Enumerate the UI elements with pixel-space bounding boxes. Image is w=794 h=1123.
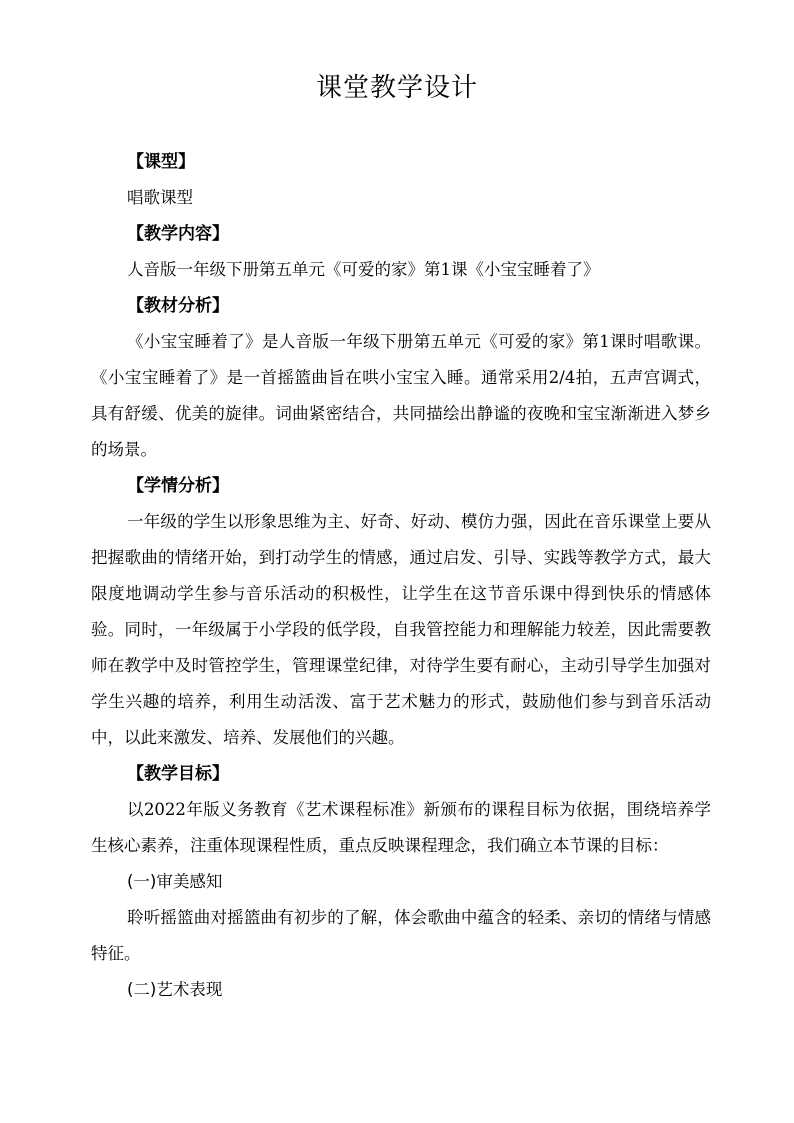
student-analysis-text: 一年级的学生以形象思维为主、好奇、好动、模仿力强，因此在音乐课堂上要从把握歌曲的情绪开始，到打动学生的情感，通过启发、引导、实践等教学方式，最大限度地调动学生参与音乐活动的积极性，让学生在这节音乐课中得到快乐的情感体验。同时，一年级属于小学段的低学段，自我管控能力和理解能力较差，因此需要教师在教学中及时管控学生，管理课堂纪律，对待学生要有耐心，主动引导学生加强对学生兴趣的培养，利用生动活泼、富于艺术魅力的形式，鼓励他们参与到音乐活动中，以此来激发、培养、发展他们的兴趣。 [91,512,711,747]
artistic-expression-heading: (二)艺术表现 [127,980,223,999]
content-heading: 【教学内容】 [127,224,229,244]
material-analysis-text: 《小宝宝睡着了》是人音版一年级下册第五单元《可爱的家》第1课时唱歌课。《小宝宝睡着了》是一首摇篮曲旨在哄小宝宝入睡。通常采用2/4拍，五声宫调式，具有舒缓、优美的旋律。词曲紧密结合，共同描绘出静谧的夜晚和宝宝渐渐进入梦乡的场景。 [91,332,711,459]
content-text: 人音版一年级下册第五单元《可爱的家》第1课《小宝宝睡着了》 [127,260,600,279]
student-analysis-heading: 【学情分析】 [127,476,229,496]
material-analysis-heading: 【教材分析】 [127,296,229,316]
aesthetic-perception-heading: (一)审美感知 [127,872,223,891]
aesthetic-perception-text: 聆听摇篮曲对摇篮曲有初步的了解，体会歌曲中蕴含的轻柔、亲切的情绪与情感特征。 [91,908,711,963]
document-body [91,144,711,1008]
lesson-type-heading: 【课型】 [127,152,195,172]
lesson-type-text: 唱歌课型 [127,188,193,207]
teaching-goals-heading: 【教学目标】 [127,764,229,784]
teaching-goals-text: 以2022年版义务教育《艺术课程标准》新颁布的课程目标为依据，围绕培养学生核心素养，注重体现课程性质，重点反映课程理念，我们确立本节课的目标： [91,800,711,855]
page-title: 课堂教学设计 [315,73,478,103]
